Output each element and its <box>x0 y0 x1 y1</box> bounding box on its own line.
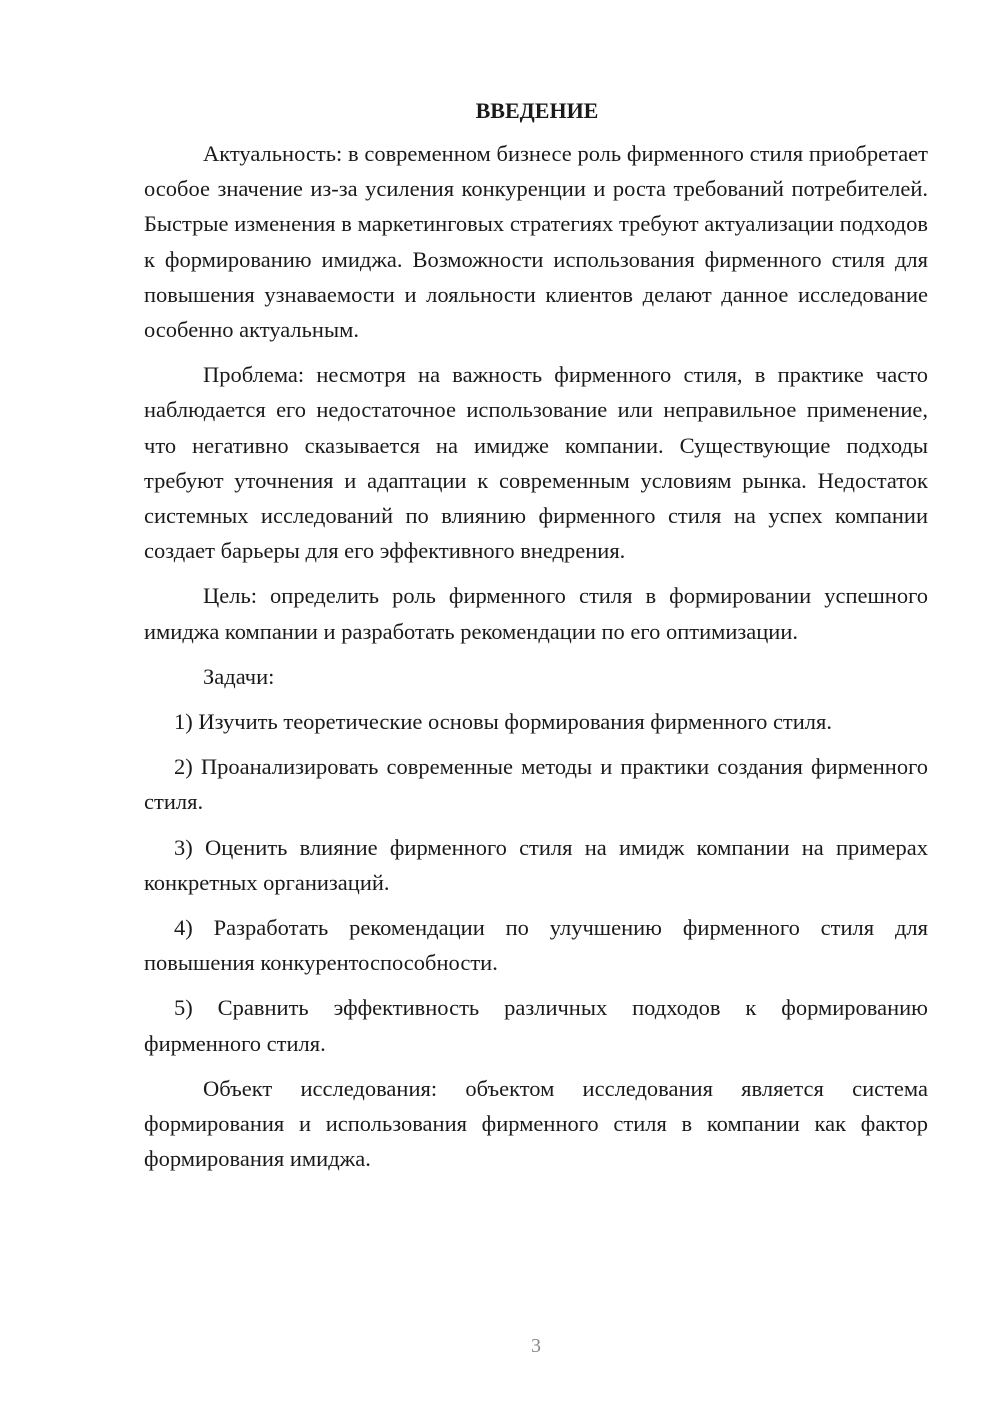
page-number: 3 <box>531 1335 541 1357</box>
task-item-2: 2) Проанализировать современные методы и практики создания фирменного стиля. <box>144 754 928 815</box>
task-item-5: 5) Сравнить эффективность различных подходов к формированию фирменного стиля. <box>144 995 928 1056</box>
relevance-paragraph: Актуальность: в современном бизнесе роль фирменного стиля приобретает особое значение из-за усиления конкуренции и роста требований потребителей. Быстрые изменения в маркетинговых стратегиях требуют актуализации подходов к формированию имиджа. Возможности использования фирменного стиля для повышения узнаваемости и лояльности клиентов делают данное исследование особенно актуальным. <box>144 141 928 343</box>
tasks-title: Задачи: <box>203 663 275 689</box>
task-item-1: 1) Изучить теоретические основы формирования фирменного стиля. <box>174 709 833 735</box>
problem-paragraph: Проблема: несмотря на важность фирменного стиля, в практике часто наблюдается его недостаточное использование или неправильное применение, что негативно сказывается на имидже компании. Существующие подходы требуют уточнения и адаптации к современным условиям рынка. Недостаток системных исследований по влиянию фирменного стиля на успех компании создает барьеры для его эффективного внедрения. <box>144 362 928 564</box>
research-object-paragraph: Объект исследования: объектом исследования является система формирования и использования фирменного стиля в компании как фактор формирования имиджа. <box>144 1075 928 1172</box>
task-item-3: 3) Оценить влияние фирменного стиля на имидж компании на примерах конкретных организаций. <box>144 834 928 895</box>
task-item-4: 4) Разработать рекомендации по улучшению фирменного стиля для повышения конкурентоспособности. <box>144 915 928 976</box>
section-heading: ВВЕДЕНИЕ <box>475 98 599 123</box>
page-content <box>144 96 928 1186</box>
goal-paragraph: Цель: определить роль фирменного стиля в формировании успешного имиджа компании и разработать рекомендации по его оптимизации. <box>144 583 928 644</box>
